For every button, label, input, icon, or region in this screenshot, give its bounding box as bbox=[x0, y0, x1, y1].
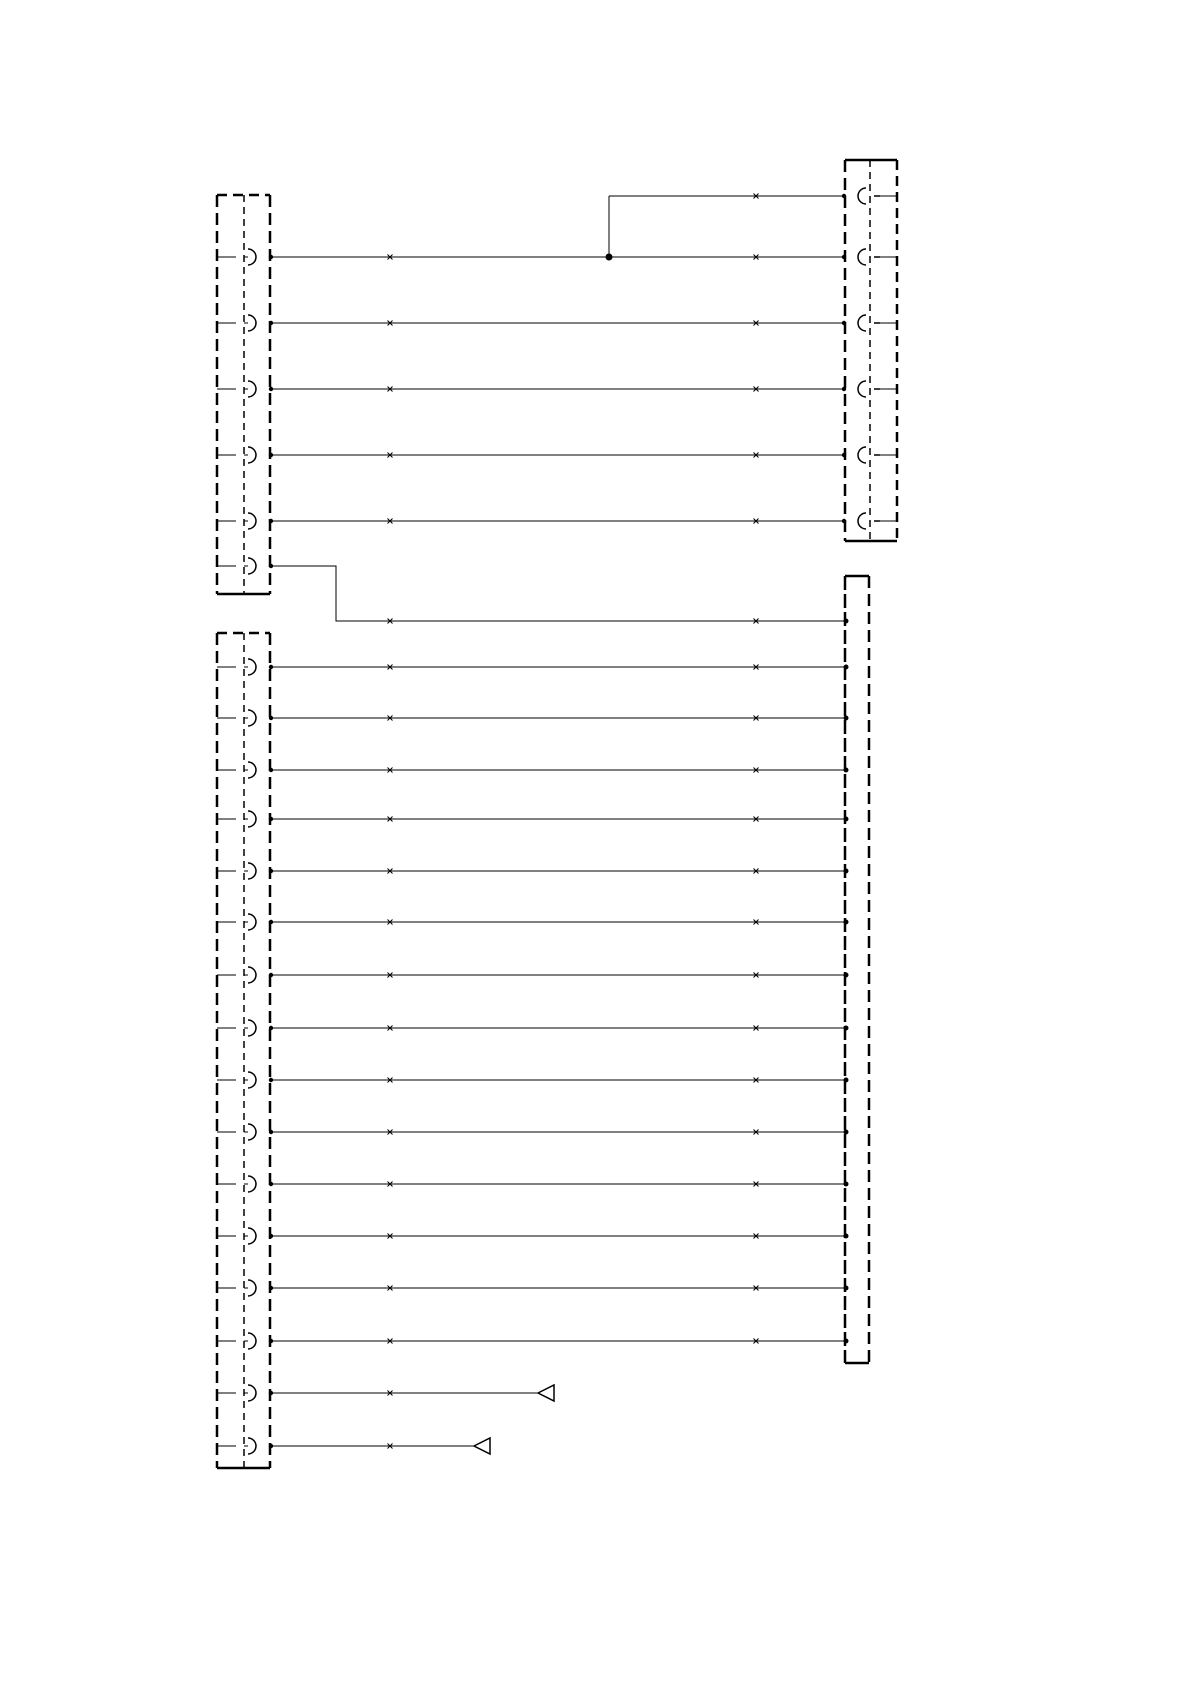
pin-contact bbox=[858, 381, 866, 397]
terminal-node bbox=[844, 1339, 849, 1344]
socket-contact bbox=[248, 1228, 256, 1244]
wires bbox=[271, 196, 846, 1454]
terminal-node bbox=[844, 920, 849, 925]
pin-node bbox=[269, 1078, 273, 1082]
triangle-terminator bbox=[474, 1438, 490, 1454]
socket-contact bbox=[248, 513, 256, 529]
splice-node bbox=[606, 254, 613, 261]
terminal-node bbox=[844, 869, 849, 874]
socket-contact bbox=[248, 1385, 256, 1401]
socket-contact bbox=[248, 659, 256, 675]
socket-contact bbox=[248, 315, 256, 331]
pin-node bbox=[269, 1234, 273, 1238]
pin-contact bbox=[858, 513, 866, 529]
terminal-node bbox=[844, 1026, 849, 1031]
pin-node bbox=[842, 321, 846, 325]
pin-node bbox=[269, 519, 273, 523]
pin-node bbox=[269, 869, 273, 873]
pin-node bbox=[269, 564, 273, 568]
socket-contact bbox=[248, 1333, 256, 1349]
socket-contact bbox=[248, 762, 256, 778]
terminal-node bbox=[844, 1182, 849, 1187]
terminal-node bbox=[844, 768, 849, 773]
socket-contact bbox=[248, 1020, 256, 1036]
socket-contact bbox=[248, 249, 256, 265]
pin-node bbox=[842, 255, 846, 259]
socket-contact bbox=[248, 1176, 256, 1192]
terminal-node bbox=[844, 665, 849, 670]
triangle-terminator bbox=[538, 1385, 554, 1401]
socket-contact bbox=[248, 863, 256, 879]
terminal-node bbox=[844, 1234, 849, 1239]
pin-node bbox=[269, 920, 273, 924]
pin-node bbox=[269, 255, 273, 259]
pin-node bbox=[842, 387, 846, 391]
pin-node bbox=[269, 1026, 273, 1030]
socket-contact bbox=[248, 811, 256, 827]
pin-node bbox=[269, 1182, 273, 1186]
wire-marks bbox=[269, 194, 849, 1449]
pin-node bbox=[269, 1286, 273, 1290]
pin-node bbox=[269, 1339, 273, 1343]
pin-node bbox=[269, 768, 273, 772]
pin-node bbox=[842, 519, 846, 523]
socket-contact bbox=[248, 710, 256, 726]
terminal-node bbox=[844, 716, 849, 721]
socket-contact bbox=[248, 1280, 256, 1296]
connector-frames bbox=[217, 160, 897, 1468]
socket-contact bbox=[248, 1438, 256, 1454]
pin-contact bbox=[858, 249, 866, 265]
socket-contact bbox=[248, 447, 256, 463]
pin-node bbox=[269, 665, 273, 669]
socket-contact bbox=[248, 1124, 256, 1140]
socket-contact bbox=[248, 967, 256, 983]
terminal-node bbox=[844, 973, 849, 978]
pin-node bbox=[269, 1444, 273, 1448]
terminal-node bbox=[844, 1130, 849, 1135]
terminal-node bbox=[844, 619, 849, 624]
socket-contact bbox=[248, 1072, 256, 1088]
wire-j1-6-to-j4-1 bbox=[271, 566, 846, 621]
terminal-node bbox=[844, 1078, 849, 1083]
pin-contact bbox=[858, 188, 866, 204]
socket-contact bbox=[248, 558, 256, 574]
pin-node bbox=[269, 387, 273, 391]
socket-contact bbox=[248, 381, 256, 397]
pin-contact bbox=[858, 447, 866, 463]
pin-node bbox=[269, 1130, 273, 1134]
terminal-node bbox=[844, 1286, 849, 1291]
pin-node bbox=[269, 453, 273, 457]
pin-node bbox=[842, 194, 846, 198]
pin-node bbox=[269, 321, 273, 325]
socket-contact bbox=[248, 914, 256, 930]
pin-node bbox=[269, 973, 273, 977]
pin-contact bbox=[858, 315, 866, 331]
pin-node bbox=[269, 817, 273, 821]
pin-node bbox=[269, 1391, 273, 1395]
pin-node bbox=[269, 716, 273, 720]
terminal-node bbox=[844, 817, 849, 822]
pin-node bbox=[842, 453, 846, 457]
